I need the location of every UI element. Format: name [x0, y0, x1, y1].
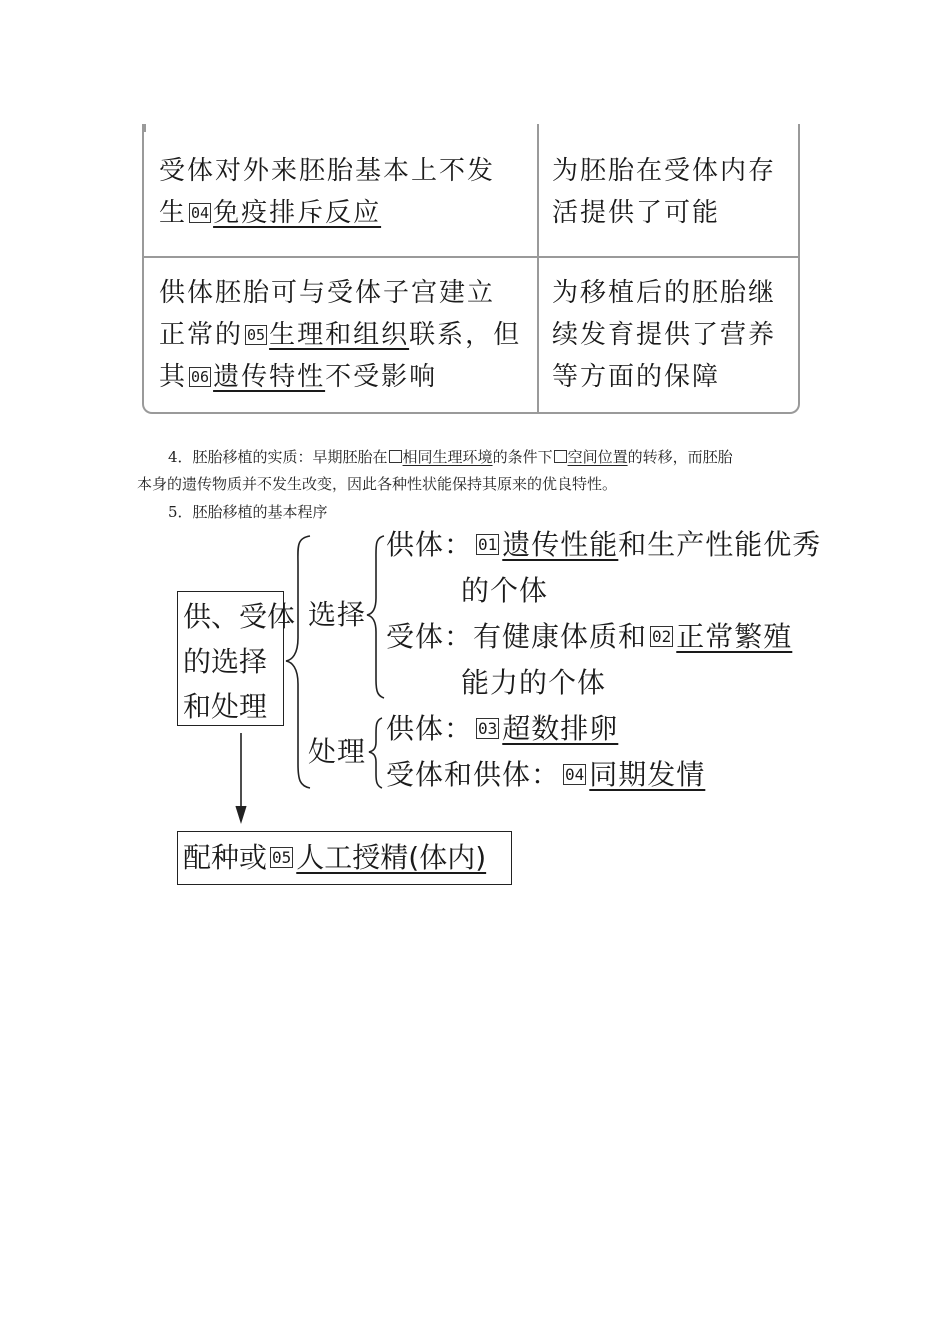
- cell-text: 不受影响: [325, 362, 438, 392]
- diagram-text: 供体：: [386, 712, 474, 745]
- answer-number-badge: 06: [191, 368, 210, 386]
- box-line: 的选择: [183, 645, 268, 678]
- selection-donor-line: [386, 522, 821, 568]
- answer-text: 同期发情: [589, 758, 706, 791]
- processing-donor-line: [386, 706, 618, 752]
- answer-text: 超数排卵: [502, 712, 619, 745]
- answer-number-badge: 03: [478, 719, 498, 738]
- cell-text: 正常的: [159, 320, 244, 350]
- answer-number-badge: 04: [191, 204, 210, 222]
- item4-line2: 本身的遗传物质并不发生改变，因此各种性状能保持其原来的优良特性。: [137, 475, 618, 493]
- answer-number-badge: 04: [565, 765, 585, 784]
- flow-arrow-head-icon: [236, 806, 246, 822]
- donor-recipient-box: [177, 591, 296, 726]
- selection-label: 选择: [308, 598, 367, 631]
- diagram-text: 受体和供体：: [386, 758, 561, 791]
- cell-line: 受体对外来胚胎基本上不发: [159, 156, 496, 186]
- item4-blank-answer: 相同生理环境: [402, 448, 493, 466]
- selection-recipient-line: [386, 614, 792, 660]
- processing-both-line: [386, 752, 705, 798]
- item4-text: 4．胚胎移植的实质：早期胚胎在: [168, 448, 388, 466]
- answer-text: 免疫排斥反应: [213, 198, 382, 228]
- item4-blank-answer: 空间位置: [567, 448, 628, 466]
- item5-heading: 5．胚胎移植的基本程序: [168, 503, 328, 521]
- processing-label: 处理: [308, 735, 367, 768]
- answer-number-badge: 05: [247, 326, 266, 344]
- diagram-text: 配种或: [183, 841, 268, 874]
- box-line: 供、受体: [183, 600, 296, 633]
- processing-brace: [369, 718, 382, 788]
- item4-text: 的转移，而胚胎: [627, 448, 733, 466]
- diagram-text: 受体：有健康体质和: [386, 620, 648, 653]
- cell-text: 生: [159, 198, 188, 228]
- diagram-text: 供体：: [386, 528, 474, 561]
- selection-donor-line2: 的个体: [461, 574, 549, 607]
- selection-brace: [367, 536, 384, 698]
- cell-line: 供体胚胎可与受体子宫建立: [159, 278, 496, 308]
- cell-line: 为移植后的胚胎继: [552, 278, 777, 308]
- answer-text: 遗传性能: [502, 528, 619, 561]
- answer-text: 人工授精(体内): [296, 841, 487, 874]
- answer-number-badge: 02: [652, 627, 672, 646]
- cell-line: 等方面的保障: [552, 362, 721, 392]
- answer-text: 正常繁殖: [676, 620, 793, 653]
- item4-text: 的条件下: [492, 448, 553, 466]
- answer-number-badge: 05: [272, 848, 292, 867]
- cell-line: 活提供了可能: [552, 198, 721, 228]
- cell-text: 联系，但: [409, 320, 522, 350]
- answer-number-badge: 01: [478, 535, 498, 554]
- box-line: 和处理: [183, 690, 268, 723]
- answer-text: 生理和组织: [269, 320, 410, 350]
- outer-brace: [286, 536, 310, 788]
- diagram-text: 和生产性能优秀: [618, 528, 822, 561]
- cell-line: 续发育提供了营养: [552, 320, 777, 350]
- answer-text: 遗传特性: [213, 362, 326, 392]
- selection-recipient-line2: 能力的个体: [461, 666, 607, 699]
- cell-line: 为胚胎在受体内存: [552, 156, 777, 186]
- cell-text: 其: [159, 362, 188, 392]
- mating-box: [177, 831, 512, 885]
